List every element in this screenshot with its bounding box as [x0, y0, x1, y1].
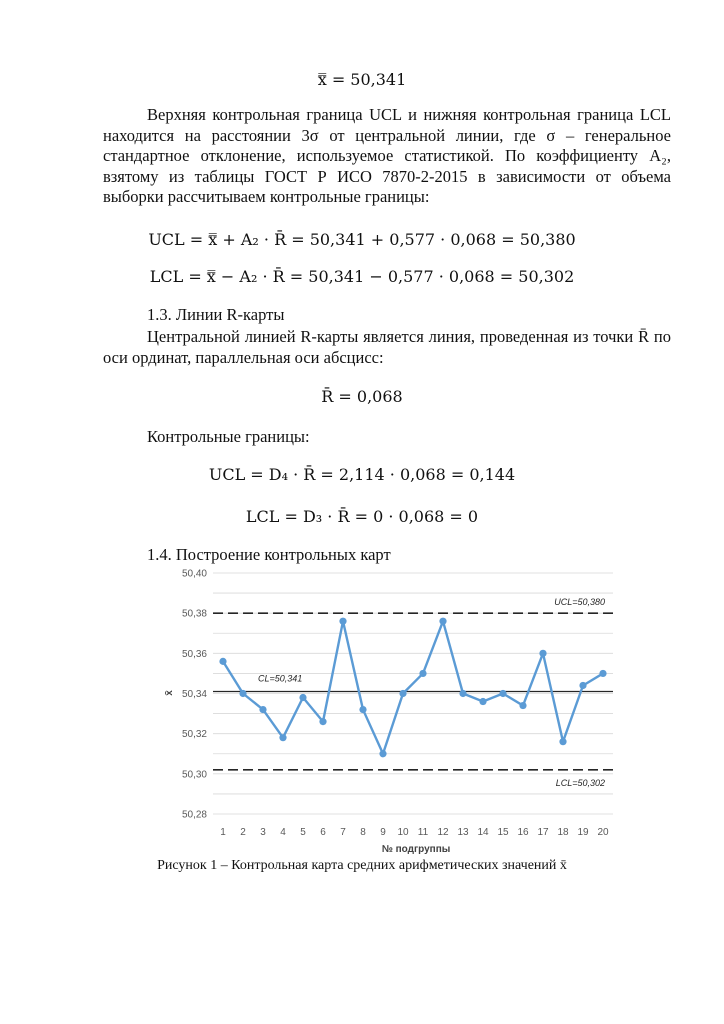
data-point — [419, 670, 426, 677]
control-chart — [160, 566, 630, 856]
chart-y-axis — [182, 569, 207, 821]
x-tick-label: 8 — [360, 827, 366, 838]
x-tick-label: 7 — [340, 827, 346, 838]
x-tick-label: 2 — [240, 827, 246, 838]
data-point — [519, 702, 526, 709]
data-point — [399, 690, 406, 697]
data-point — [339, 618, 346, 625]
x-axis-title: № подгруппы — [381, 844, 451, 855]
y-tick-label: 50,28 — [181, 809, 207, 821]
y-tick-label: 50,34 — [181, 689, 207, 700]
data-point — [499, 690, 506, 697]
x-tick-label: 5 — [300, 827, 306, 838]
data-point — [539, 650, 546, 657]
formula-ucl-x: UCL = x̿ + A₂ · R̄ = 50,341 + 0,577 · 0,068 = 50,380 — [148, 230, 576, 249]
x-tick-label: 16 — [517, 827, 529, 838]
data-point — [459, 690, 466, 697]
x-tick-label: 4 — [280, 827, 286, 838]
data-point — [479, 698, 486, 705]
heading-building-charts: 1.4. Построение контрольных карт — [147, 545, 391, 564]
x-tick-label: 12 — [437, 827, 449, 838]
x-tick-label: 20 — [597, 827, 609, 838]
y-tick-label: 50,30 — [181, 769, 207, 781]
data-point — [279, 734, 286, 741]
x-tick-label: 14 — [477, 827, 489, 838]
data-point — [219, 658, 226, 665]
data-point — [379, 750, 386, 757]
ucl-label: UCL=50,380 — [554, 597, 605, 608]
figure-caption: Рисунок 1 – Контрольная карта средних арифметических значений x̄ — [157, 858, 567, 873]
formula-rbar: R̄ = 0,068 — [321, 387, 403, 406]
data-point — [439, 618, 446, 625]
paragraph-control-limits: Контрольные границы: — [147, 427, 310, 446]
x-tick-label: 15 — [497, 827, 509, 838]
x-tick-label: 10 — [397, 827, 409, 838]
heading-r-chart-lines: 1.3. Линии R-карты — [147, 305, 285, 324]
data-point — [579, 682, 586, 689]
data-point — [299, 694, 306, 701]
data-point — [259, 706, 266, 713]
y-tick-label: 50,36 — [181, 648, 207, 660]
data-point — [319, 718, 326, 725]
formula-lcl-r: LCL = D₃ · R̄ = 0 · 0,068 = 0 — [245, 507, 479, 526]
paragraph-ucl-lcl: Верхняя контрольная граница UCL и нижняя контрольная граница LCL находится на расстоянии 3σ от центральной линии, где σ – генеральное стандартное отклонение, используемое статистикой. По коэффициенту A₂, взятому из таблицы ГОСТ Р ИСО 7870-2-2015 в зависимости от объема выборки рассчитываем контрольные границы: — [103, 105, 671, 206]
data-point — [239, 690, 246, 697]
formula-ucl-r: UCL = D₄ · R̄ = 2,114 · 0,068 = 0,144 — [208, 465, 516, 484]
paragraph-r-center: Центральной линией R-карты является линия, проведенная из точки R̄ по оси ординат, параллельная оси абсцисс: — [103, 327, 671, 367]
formula-xbar: x̿ = 50,341 — [317, 70, 407, 89]
data-point — [359, 706, 366, 713]
x-tick-label: 11 — [417, 827, 429, 838]
y-tick-label: 50,40 — [181, 568, 207, 580]
chart-x-axis — [220, 827, 609, 838]
x-tick-label: 9 — [380, 827, 386, 838]
data-point — [599, 670, 606, 677]
y-axis-title: x̄ — [164, 690, 175, 696]
x-tick-label: 17 — [537, 827, 549, 838]
x-tick-label: 13 — [457, 827, 469, 838]
x-tick-label: 19 — [577, 827, 589, 838]
cl-label: CL=50,341 — [258, 673, 303, 684]
chart-series — [219, 618, 606, 758]
x-tick-label: 3 — [260, 827, 266, 838]
x-tick-label: 18 — [557, 827, 569, 838]
lcl-label: LCL=50,302 — [555, 777, 605, 788]
y-tick-label: 50,38 — [181, 608, 207, 620]
formula-lcl-x: LCL = x̿ − A₂ · R̄ = 50,341 − 0,577 · 0,068 = 50,302 — [149, 267, 575, 286]
x-tick-label: 1 — [220, 827, 226, 838]
x-tick-label: 6 — [320, 827, 326, 838]
y-tick-label: 50,32 — [181, 729, 207, 741]
data-point — [559, 738, 566, 745]
